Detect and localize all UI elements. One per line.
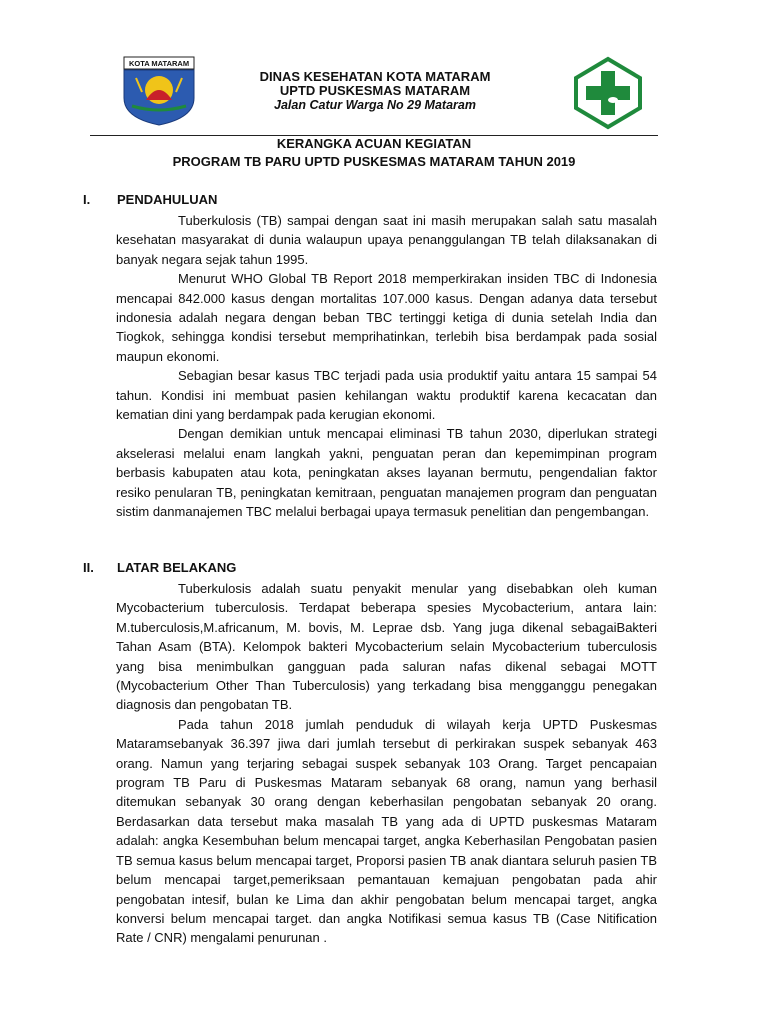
logo-label: KOTA MATARAM (128, 59, 190, 68)
paragraph: Dengan demikian untuk mencapai eliminasi TB tahun 2030, diperlukan strategi akselerasi melalui enam langkah yakni, penguatan peran dan kepemimpinan program berbasis kabupaten atau kota, peningkatan akses layanan bermutu, pengendalian faktor resiko penularan TB, peningkatan kemitraan, penguatan manajemen program dan penguatan sistim danmanajemen TBC melalui berbagai upaya termasuk penelitian dan pengembangan. (116, 426, 657, 520)
kota-mataram-crest-icon (120, 56, 198, 126)
paragraph: Tuberkulosis (TB) sampai dengan saat ini masih merupakan salah satu masalah kesehatan masyarakat di dunia walaupun upaya penanggulangan TB telah dilaksanakan di banyak negara sejak tahun 1995. (116, 213, 657, 267)
document-subtitle: PROGRAM TB PARU UPTD PUSKESMAS MATARAM TAHUN 2019 (172, 154, 576, 169)
paragraph: Tuberkulosis adalah suatu penyakit menular yang disebabkan oleh kuman Mycobacterium tuberculosis. Terdapat beberapa spesies Mycobacterium, antara lain: M.tuberculosis,M.africanum, M. bovis, M. Leprae dsb. Yang juga dikenal sebagaiBakteri Tahan Asam (BTA). Kelompok bakteri Mycobacterium selain Mycobacterium tuberculosis yang bisa menimbulkan gangguan pada saluran nafas dikenal sebagai MOTT (Mycobacterium Other Than Tuberculosis) yang terkadang bisa mengganggu penegakan diagnosis dan pengobatan TB. (116, 581, 657, 713)
agency-name: DINAS KESEHATAN KOTA MATARAM (259, 69, 491, 84)
section-body (116, 579, 657, 948)
puskesmas-name: UPTD PUSKESMAS MATARAM (279, 83, 471, 98)
puskesmas-cross-icon (571, 56, 645, 130)
paragraph: Menurut WHO Global TB Report 2018 memperkirakan insiden TBC di Indonesia mencapai 842.000 kasus dengan mortalitas 107.000 kasus. Dengan adanya data tersebut indonesia adalah negara dengan beban TBC tertinggi ketiga di dunia setelah India dan Tiogkok, sehingga kondisi tersebut memprihatinkan, terlebih bisa berdampak pada sosial maupun ekonomi. (116, 271, 657, 364)
document-title: KERANGKA ACUAN KEGIATAN (276, 136, 472, 151)
section-title: PENDAHULUAN (117, 192, 218, 207)
section-title: LATAR BELAKANG (117, 560, 237, 575)
paragraph: Sebagian besar kasus TBC terjadi pada usia produktif yaitu antara 15 sampai 54 tahun. Kondisi ini membuat pasien kehilangan waktu produktif karena kecacatan dan kematian dini yang berdampak pada kerugian ekonomi. (116, 368, 657, 423)
section-body (116, 211, 657, 522)
paragraph: Pada tahun 2018 jumlah penduduk di wilayah kerja UPTD Puskesmas Mataramsebanyak 36.397 jiwa dari jumlah tersebut di perkirakan suspek sebanyak 463 orang. Namun yang terjaring sebagai suspek sebanyak 103 Orang. Target pencapaian program TB Paru di Puskesmas Mataram sebanyak 68 orang, namun yang berhasil ditemukan sebanyak 30 orang dengan keberhasilan pengobatan sebanyak 20 orang. Berdasarkan data tersebut maka masalah TB yang ada di UPTD puskesmas Mataram adalah: angka Kesembuhan belum mencapai target, angka Keberhasilan Pengobatan pasien TB semua kasus belum mencapai target, Proporsi pasien TB anak diantara seluruh pasien TB belum mencapai target,pemeriksaan pemantauan kemajuan pengobatan pada ahir pengobatan intesif, bulan ke Lima dan akhir pengobatan belum mencapai target, angka konversi belum mencapai target. dan angka Notifikasi semua kasus TB (Case Nitification Rate / CNR) mengalami penurunan . (116, 716, 657, 946)
section-number: I. (83, 192, 91, 207)
kota-mataram-logo (120, 56, 198, 126)
section-number: II. (83, 560, 94, 575)
address: Jalan Catur Warga No 29 Mataram (274, 98, 476, 112)
letterhead (205, 70, 545, 113)
puskesmas-logo (571, 56, 645, 130)
